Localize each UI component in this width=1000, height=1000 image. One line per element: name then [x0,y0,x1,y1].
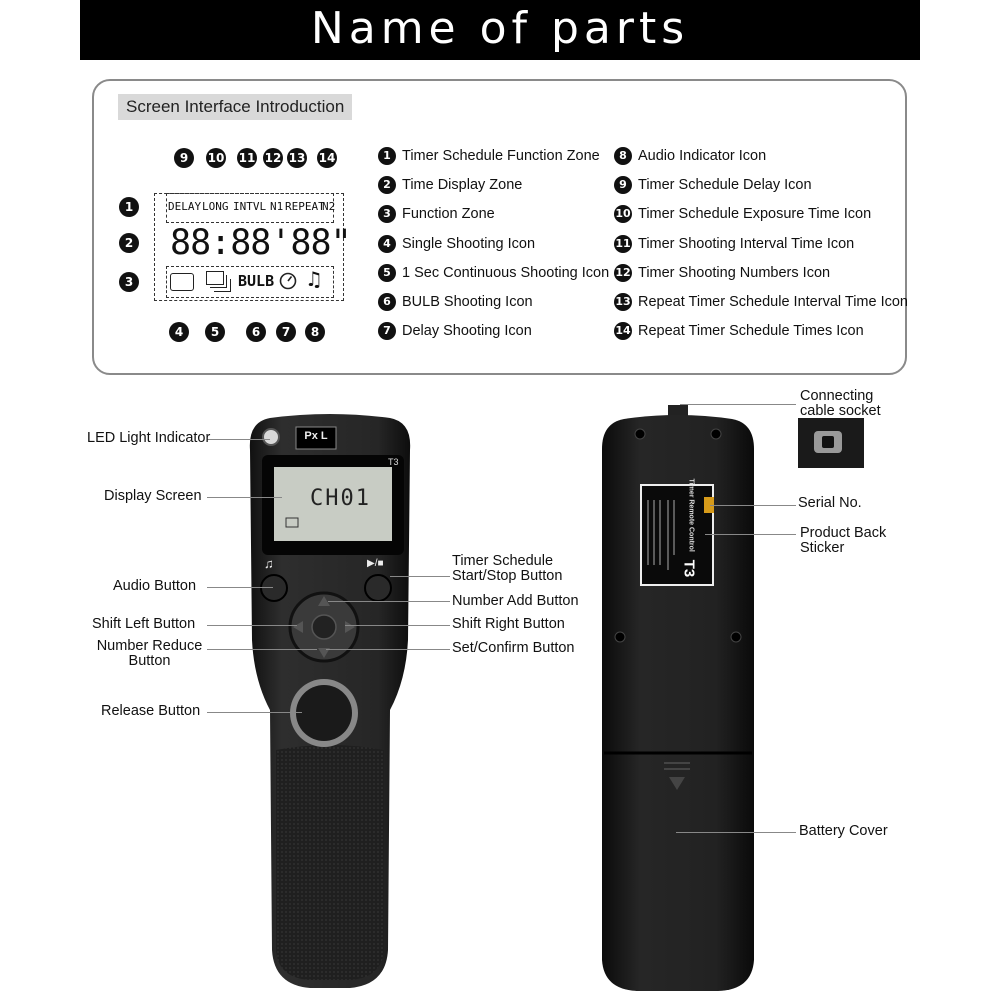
legend-item [378,264,609,282]
legend-text: Single Shooting Icon [402,235,536,252]
label-battery-cover: Battery Cover [799,823,888,839]
lcd-top-label: N1 [270,200,284,213]
label-shift-left-button: Shift Left Button [92,616,196,632]
legend-item [378,176,522,194]
legend-number: 3 [378,205,396,223]
legend-text: Repeat Timer Schedule Interval Time Icon [638,294,908,310]
leader-number-add [328,601,450,602]
label-number-add-button: Number Add Button [452,593,579,609]
leader-serial [710,505,796,506]
legend-text: Delay Shooting Icon [402,323,532,340]
legend-item [378,205,495,223]
legend-text: Timer Schedule Function Zone [402,148,600,164]
single-shooting-icon [170,273,194,291]
lcd-digits: 88:88'88" [170,223,351,263]
screen-intro-tab: Screen Interface Introduction [118,94,352,120]
front-brand-logo: Px L [304,430,328,442]
lcd-top-label: N2 [322,200,336,213]
leader-battery [676,832,796,833]
legend-item [614,264,830,282]
legend-item [378,322,532,340]
front-screen-text: CH01 [310,486,371,511]
legend-item [378,147,600,165]
leader-shift-left [207,625,297,626]
legend-item [614,293,908,311]
lcd-marker-top: 13 [287,148,307,168]
legend-number: 11 [614,235,632,253]
leader-number-reduce [207,649,317,650]
leader-set-confirm [326,649,450,650]
legend-text: BULB Shooting Icon [402,294,533,310]
label-release-button: Release Button [101,703,201,719]
back-sticker-text: Timer Remote Control [687,478,695,552]
legend-text: Timer Shooting Interval Time Icon [638,235,855,252]
label-number-reduce-button: Number Reduce Button [96,638,203,669]
back-remote-body [598,405,758,995]
leader-audio [207,587,273,588]
lcd-marker-bottom: 6 [246,322,266,342]
legend-text: 1 Sec Continuous Shooting Icon [402,264,610,281]
legend-text: Timer Shooting Numbers Icon [638,264,831,281]
legend-text: Timer Schedule Delay Icon [638,177,812,194]
lcd-marker-top: 12 [263,148,283,168]
legend-item [378,235,535,253]
audio-button-icon: ♫ [264,556,274,571]
legend-number: 2 [378,176,396,194]
legend-number: 5 [378,264,396,282]
lcd-marker-bottom: 8 [305,322,325,342]
label-timer-schedule-button: Timer Schedule Start/Stop Button [452,553,563,584]
label-set-confirm-button: Set/Confirm Button [452,640,575,656]
leader-shift-right [345,625,450,626]
legend-text: Audio Indicator Icon [638,148,767,164]
lcd-top-label: INTVL [233,200,267,213]
leader-connecting [680,404,796,405]
leader-timer-schedule [390,576,450,577]
legend-number: 12 [614,264,632,282]
bulb-shooting-icon: BULB [238,272,275,290]
delay-shooting-icon [279,272,297,290]
legend-number: 14 [614,322,632,340]
legend-item [378,293,533,311]
page-title: Name of parts [310,3,690,54]
legend-text: Repeat Timer Schedule Times Icon [638,323,864,340]
legend-number: 8 [614,147,632,165]
leader-release [207,712,302,713]
lcd-top-label: LONG [202,200,229,213]
lcd-marker-side: 2 [119,233,139,253]
lcd-marker-top: 11 [237,148,257,168]
legend-text: Function Zone [402,206,495,223]
lcd-marker-side: 1 [119,197,139,217]
front-model-label: T3 [388,457,399,467]
legend-item [614,235,854,253]
audio-indicator-icon: ♫ [305,267,323,291]
lcd-marker-bottom: 7 [276,322,296,342]
legend-number: 9 [614,176,632,194]
label-led-indicator: LED Light Indicator [87,430,211,446]
leader-sticker [705,534,796,535]
leader-led [207,439,270,440]
legend-item [614,176,812,194]
legend-number: 7 [378,322,396,340]
label-connecting-socket: Connecting cable socket [800,388,881,419]
back-sticker-model: T3 [680,559,698,578]
legend-number: 13 [614,293,632,311]
legend-text: Timer Schedule Exposure Time Icon [638,206,872,223]
screen-intro-panel [92,79,907,375]
label-product-back-sticker: Product Back Sticker [800,525,887,556]
label-shift-right-button: Shift Right Button [452,616,565,632]
lcd-marker-side: 3 [119,272,139,292]
legend-number: 4 [378,235,396,253]
legend-text: Time Display Zone [402,177,523,194]
play-stop-icon: ▶/■ [367,558,384,569]
continuous-shooting-icon [206,271,230,291]
legend-number: 6 [378,293,396,311]
legend-item [614,147,766,165]
label-serial-no: Serial No. [798,495,862,511]
lcd-marker-top: 10 [206,148,226,168]
lcd-marker-bottom: 4 [169,322,189,342]
legend-item [614,322,864,340]
title-banner [80,0,920,60]
cable-socket-inset [798,418,864,468]
lcd-marker-top: 14 [317,148,337,168]
legend-number: 10 [614,205,632,223]
label-audio-button: Audio Button [113,578,197,594]
leader-display [207,497,282,498]
label-display-screen: Display Screen [104,488,202,504]
lcd-top-label: DELAY [168,200,202,213]
lcd-top-label: REPEAT [285,200,325,213]
lcd-marker-top: 9 [174,148,194,168]
legend-item [614,205,871,223]
lcd-marker-bottom: 5 [205,322,225,342]
legend-number: 1 [378,147,396,165]
